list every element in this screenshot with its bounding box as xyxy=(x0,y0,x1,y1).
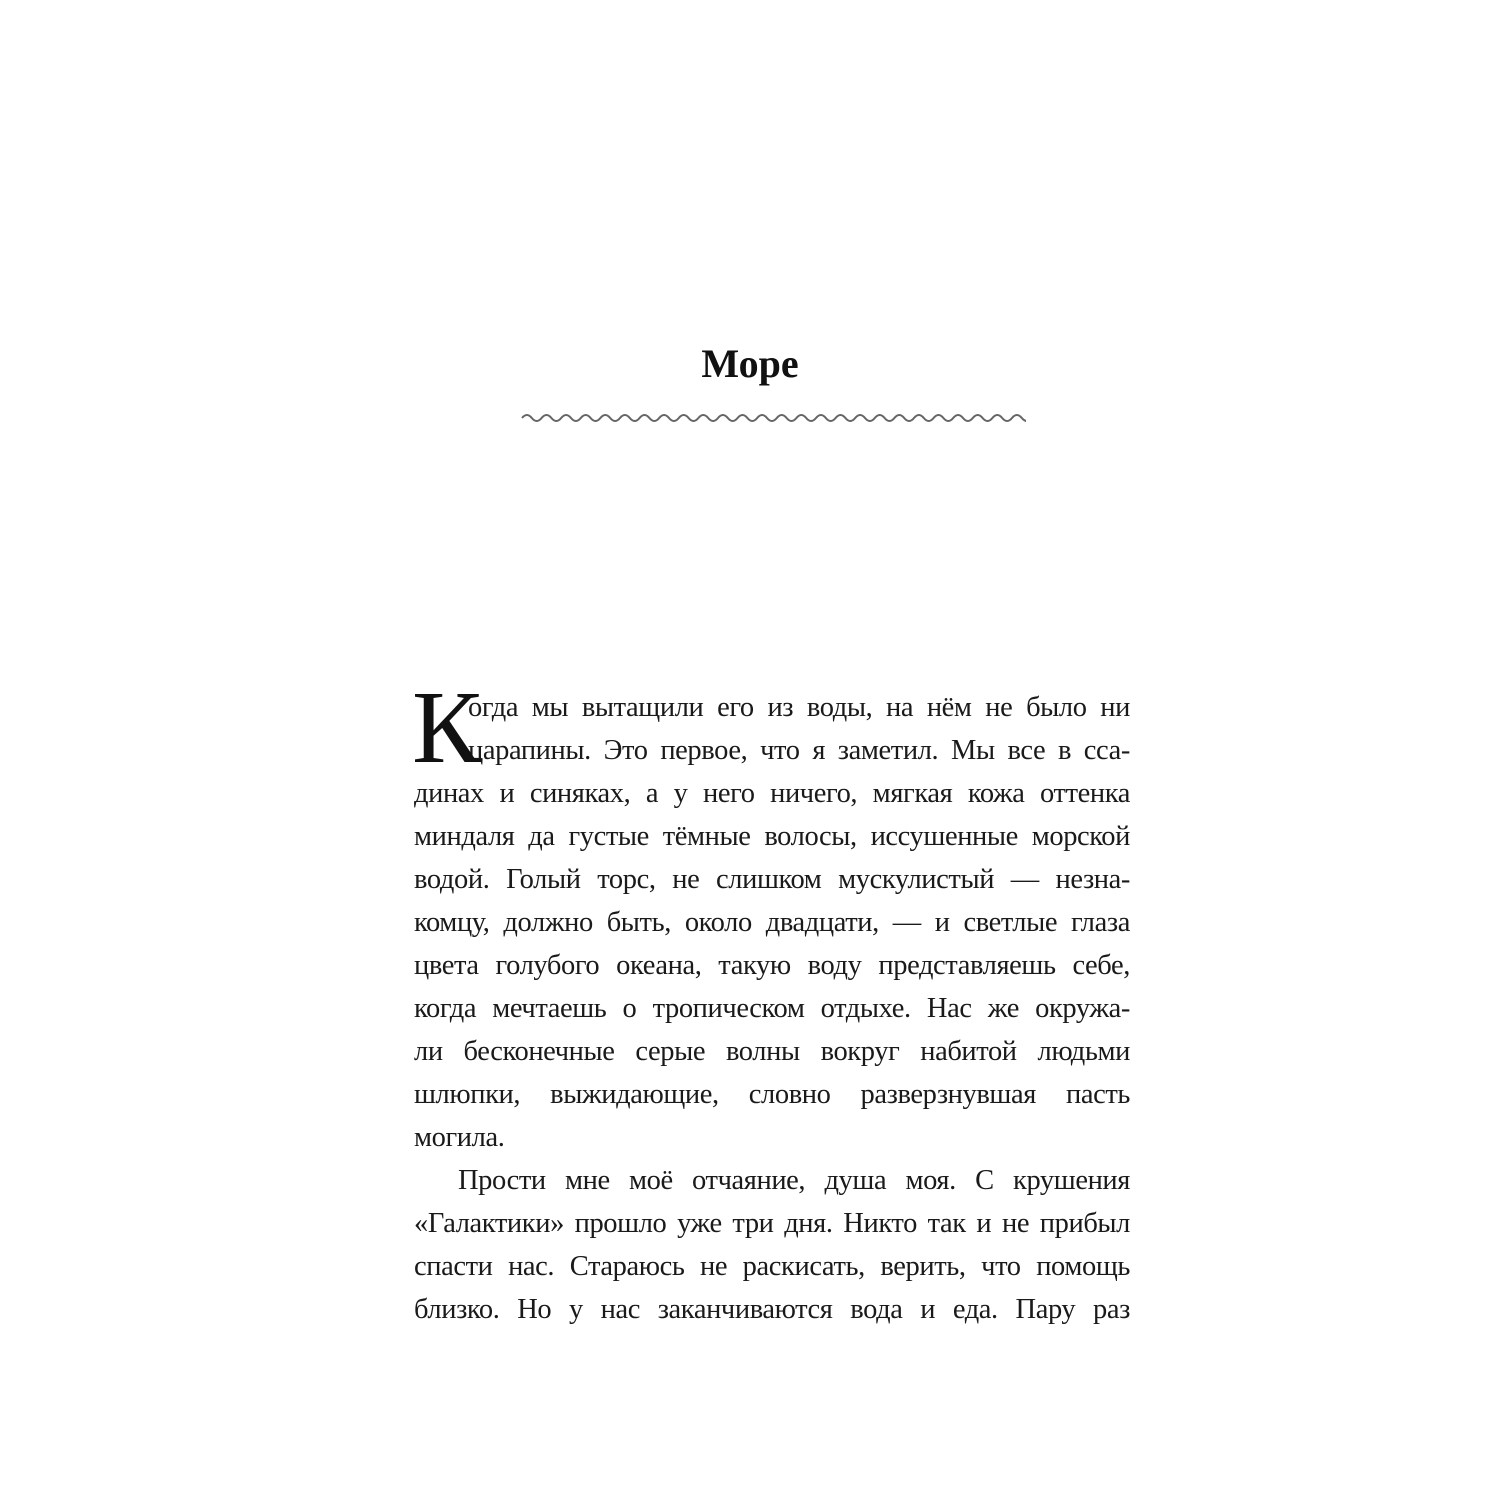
text-line: шлюпки, выжидающие, словно разверзнувшая пасть xyxy=(414,1079,1130,1110)
text-line: комцу, должно быть, около двадцати, — и светлые глаза xyxy=(414,907,1130,938)
text-line: когда мечтаешь о тропическом отдыхе. Нас же окружа- xyxy=(414,993,1130,1024)
text-line: водой. Голый торс, не слишком мускулистый — незна- xyxy=(414,864,1130,895)
text-line: спасти нас. Стараюсь не раскисать, верить, что помощь xyxy=(414,1251,1130,1282)
text-line: цвета голубого океана, такую воду представляешь себе, xyxy=(414,950,1130,981)
text-line: царапины. Это первое, что я заметил. Мы все в сса- xyxy=(468,735,1130,766)
text-line: динах и синяках, а у него ничего, мягкая кожа оттенка xyxy=(414,778,1130,809)
text-line: близко. Но у нас заканчиваются вода и еда. Пару раз xyxy=(414,1294,1130,1325)
wavy-divider xyxy=(520,408,1026,428)
text-line: могила. xyxy=(414,1122,505,1153)
chapter-title: Море xyxy=(701,341,799,386)
chapter-body xyxy=(412,670,1130,1331)
text-line: Прости мне моё отчаяние, душа моя. С крушения xyxy=(458,1165,1130,1196)
text-line: огда мы вытащили его из воды, на нём не было ни xyxy=(468,692,1130,723)
text-line: миндаля да густые тёмные волосы, иссушенные морской xyxy=(414,821,1130,852)
text-line: «Галактики» прошло уже три дня. Никто так и не прибыл xyxy=(414,1208,1130,1239)
text-line: ли бесконечные серые волны вокруг набитой людьми xyxy=(414,1036,1130,1067)
drop-cap: К xyxy=(412,670,482,785)
